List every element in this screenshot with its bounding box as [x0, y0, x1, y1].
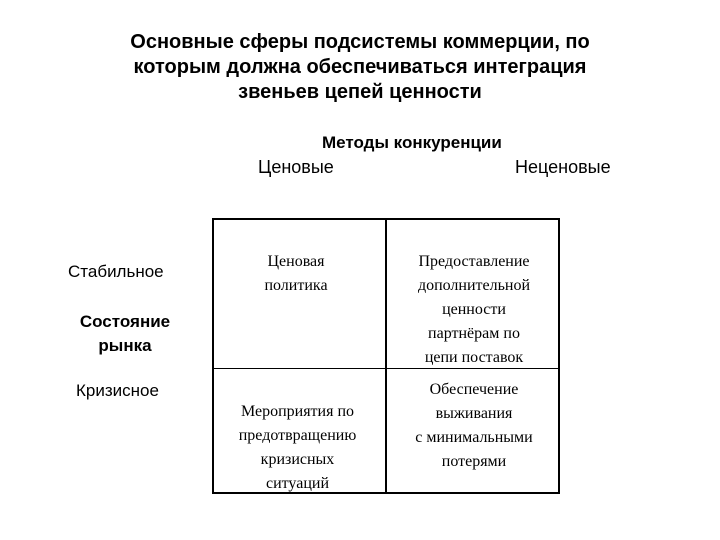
- axis-label-line-1: Состояние: [79, 312, 171, 331]
- cell-line: предотвращению: [238, 427, 357, 444]
- cell-line: потерями: [441, 453, 507, 470]
- column-label-nonprice: Неценовые: [515, 157, 611, 177]
- cell-line: ценности: [442, 301, 506, 318]
- cell-stable-price: [248, 250, 344, 298]
- cell-line: Ценовая: [267, 253, 325, 270]
- cell-line: Обеспечение: [429, 381, 519, 398]
- cell-line: партнёрам по: [428, 325, 520, 342]
- row-label-crisis: Кризисное: [76, 381, 159, 400]
- row-label-stable: Стабильное: [68, 262, 164, 281]
- axis-label-line-2: рынка: [98, 336, 152, 355]
- title-line-2: которым должна обеспечиваться интеграция: [133, 56, 587, 78]
- cell-line: политика: [264, 277, 328, 294]
- title-line-1: Основные сферы подсистемы коммерции, по: [130, 31, 590, 53]
- cell-line: выживания: [435, 405, 513, 422]
- cell-line: с минимальными: [415, 429, 533, 446]
- cell-line: Предоставление: [418, 253, 530, 270]
- market-state-axis-label: [65, 310, 185, 358]
- competition-methods-heading: Методы конкуренции: [322, 133, 502, 152]
- title-line-3: звеньев цепей ценности: [238, 81, 482, 103]
- cell-stable-nonprice: [393, 250, 555, 370]
- cell-line: цепи поставок: [424, 349, 524, 366]
- cell-crisis-price: [220, 400, 375, 496]
- column-label-price: Ценовые: [258, 157, 334, 177]
- cell-line: ситуаций: [265, 475, 330, 492]
- matrix-vertical-divider: [385, 218, 387, 494]
- cell-line: кризисных: [260, 451, 335, 468]
- cell-line: Мероприятия по: [240, 403, 355, 420]
- cell-line: дополнительной: [417, 277, 531, 294]
- cell-crisis-nonprice: [393, 378, 555, 474]
- page-title: [60, 30, 660, 105]
